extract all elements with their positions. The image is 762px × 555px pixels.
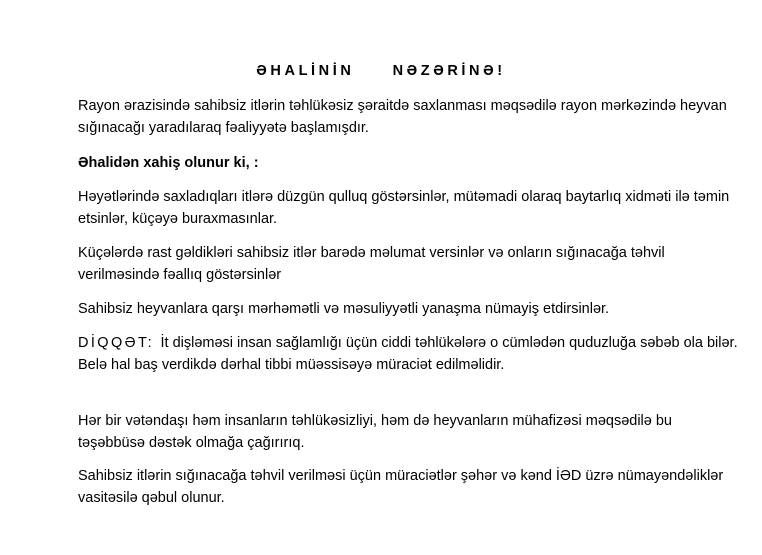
paragraph-report-stray-dogs: Küçələrdə rast gəldikləri sahibsiz itlər barədə məlumat versinlər və onların sığınacağa təhvil verilməsində fəallıq göstərsinlər [78,245,665,283]
paragraph-compassion: Sahibsiz heyvanlara qarşı mərhəmətli və məsuliyyətli yanaşma nümayiş etdirsinlər. [78,301,610,317]
paragraph-warning [78,332,738,376]
notice-title: ƏHALİNİN NƏZƏRİNƏ! [256,63,506,79]
warning-label: DİQQƏT: [78,335,161,351]
warning-text: İt dişləməsi insan sağlamlığı üçün ciddi təhlükələrə o cümlədən quduzluğa səbəb ola bilər. Belə hal baş verdikdə dərhal tibbi müəssisəyə müraciət edilməlidir. [78,335,738,373]
paragraph-care-for-dogs: Həyətlərində saxladıqları itlərə düzgün qulluq göstərsinlər, mütəmadi olaraq baytarlıq xidməti ilə təmin etsinlər, küçəyə buraxmasınlar. [78,189,730,227]
paragraph-applications: Sahibsiz itlərin sığınacağa təhvil verilməsi üçün müraciətlər şəhər və kənd İƏD üzrə nümayəndəliklər vasitəsilə qəbul olunur. [78,468,724,506]
paragraph-support-call: Hər bir vətəndaşı həm insanların təhlükəsizliyi, həm də heyvanların mühafizəsi məqsədilə bu təşəbbüsə dəstək olmağa çağırırıq. [78,413,672,451]
paragraph-request-heading: Əhalidən xahiş olunur ki, : [78,155,259,171]
paragraph-shelter-opening: Rayon ərazisində sahibsiz itlərin təhlükəsiz şəraitdə saxlanması məqsədilə rayon mərkəzində heyvan sığınacağı yaradılaraq fəaliyyətə başlamışdır. [78,98,727,136]
